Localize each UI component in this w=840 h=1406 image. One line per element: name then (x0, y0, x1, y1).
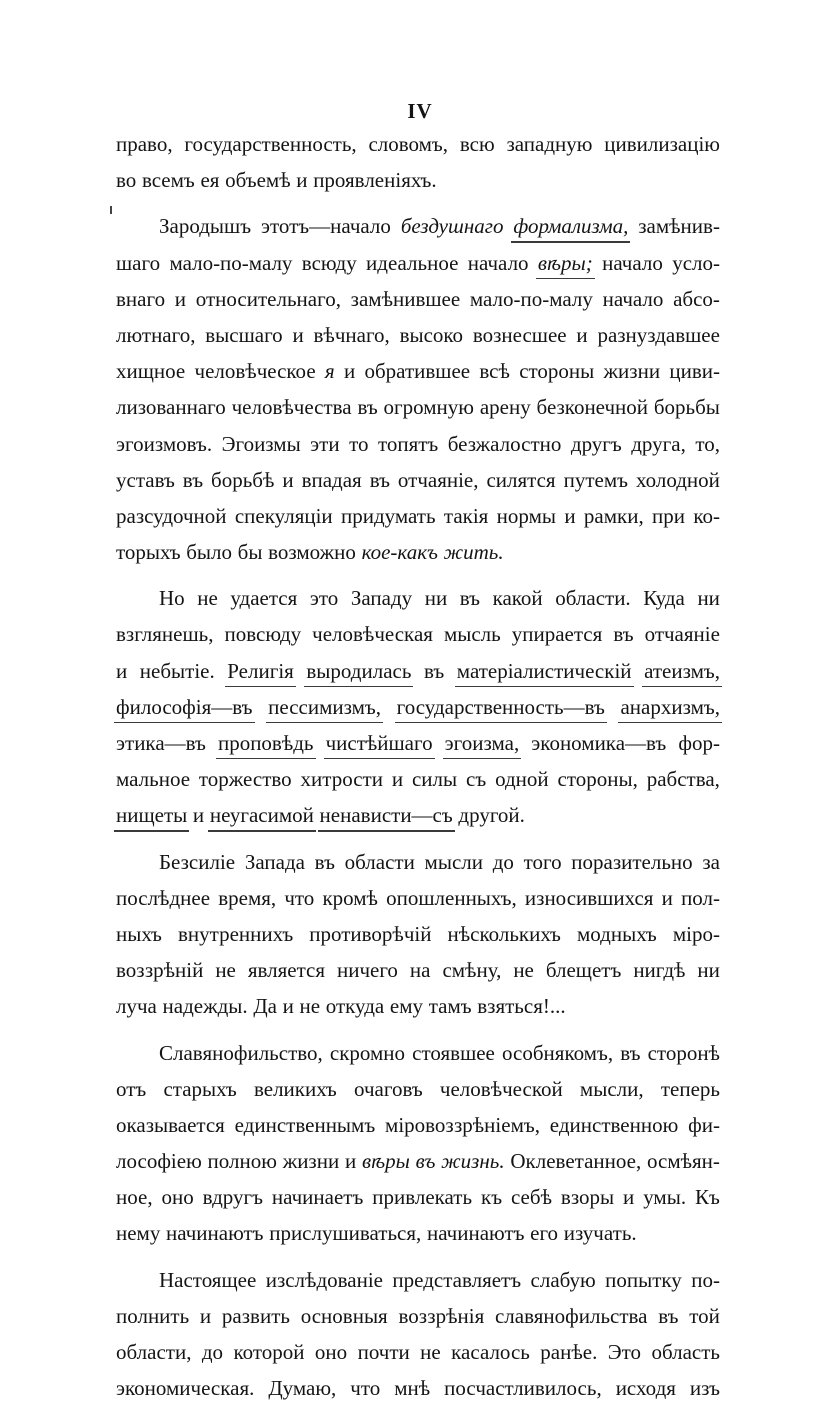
word: нигдѣ (633, 958, 686, 983)
word: является (247, 958, 326, 983)
word: полнить (116, 1303, 190, 1328)
word: и (576, 322, 588, 347)
word: Славянофильство, (159, 1040, 323, 1065)
word: не (513, 958, 534, 983)
text-line (116, 281, 720, 317)
word: словомъ, (368, 132, 449, 156)
word: и (116, 658, 128, 683)
word: и (174, 286, 187, 311)
word: луча (116, 994, 157, 1019)
word: Куда (643, 586, 685, 611)
text-line (116, 952, 720, 988)
text-line (116, 1298, 720, 1334)
word: взоры (560, 1185, 615, 1210)
word: и (282, 467, 294, 492)
word: проявленіяхъ. (313, 168, 437, 193)
text-line (116, 208, 720, 244)
word: ко- (693, 503, 720, 528)
word: взяться!... (477, 994, 566, 1019)
text-line (116, 797, 720, 833)
word: мысль (443, 622, 501, 647)
word: мало-по-малу (169, 250, 293, 275)
text-line (116, 1179, 720, 1215)
word: внутреннихъ (178, 921, 294, 946)
word: силятся (486, 467, 556, 492)
word: и (623, 1185, 635, 1210)
word: слабую (530, 1267, 596, 1292)
word: вѣчнаго, (313, 322, 390, 347)
word: въ (357, 395, 378, 420)
word: привлекать (372, 1185, 473, 1210)
word: право, (116, 132, 173, 156)
word: въ (415, 1149, 436, 1174)
word: человѣчества (231, 395, 352, 420)
word: нормы (496, 503, 556, 528)
word: и (343, 359, 356, 384)
word: и (192, 803, 205, 828)
word: бы (237, 540, 263, 565)
word: противорѣчій (309, 921, 432, 946)
paragraph (116, 126, 720, 198)
word: высоко (399, 322, 464, 347)
word: оно (161, 1185, 194, 1210)
word: другой. (458, 803, 525, 828)
word: Запада (244, 849, 305, 874)
word: мысли (424, 849, 483, 874)
word: выродилась (306, 653, 411, 689)
word: что (284, 885, 315, 910)
word: жить. (443, 540, 504, 565)
word: не (299, 994, 321, 1019)
word: внаго (116, 286, 166, 311)
word: умы. (643, 1185, 687, 1210)
text-line (116, 389, 720, 425)
word: мнѣ (394, 1376, 431, 1401)
word: оно (314, 1340, 348, 1364)
word: философія—въ (116, 689, 253, 725)
word: арену (479, 395, 531, 420)
text-line (116, 844, 720, 880)
word: въ (658, 1303, 679, 1328)
word: безжалостно (447, 431, 562, 456)
word: рамки, (583, 503, 644, 528)
word: не (215, 958, 236, 983)
word: начинаютъ (166, 1221, 264, 1246)
word: того (523, 849, 562, 874)
word: холодной (635, 467, 720, 492)
word: области (344, 849, 415, 874)
word: борьбѣ (211, 467, 275, 492)
word: этика—въ (116, 731, 206, 755)
text-line (116, 534, 720, 570)
word: замѣнившее (350, 286, 461, 311)
word: въ (613, 622, 634, 647)
word: за (702, 849, 720, 874)
text-line (116, 761, 720, 797)
word: теперь (660, 1076, 720, 1101)
text-line (116, 725, 720, 761)
text-line (116, 1143, 720, 1179)
word: ни (697, 958, 720, 983)
word: борьбы (653, 395, 720, 420)
word: неугасимой (210, 797, 314, 833)
word: идеальное (366, 250, 459, 275)
word: впадая (301, 467, 362, 492)
word: атеизмъ, (644, 653, 720, 689)
word: начало (467, 250, 529, 275)
word: лософіею (116, 1149, 202, 1174)
word: вдругъ (202, 1185, 263, 1210)
body-text (116, 126, 720, 1406)
word: циви- (669, 359, 720, 384)
word: себѣ (510, 1185, 552, 1210)
word: износившихся (524, 885, 654, 910)
word: государственность, (184, 132, 357, 156)
word: небытіе. (139, 658, 215, 683)
word: огромную (383, 395, 474, 420)
word: силы (411, 767, 458, 792)
word: человѣческая (312, 622, 433, 647)
word: ему (389, 994, 424, 1019)
word: уставъ (116, 467, 175, 492)
text-line (116, 245, 720, 281)
word: начинаетъ (271, 1185, 364, 1210)
word: отчаяніе (644, 622, 720, 647)
word: и (661, 885, 673, 910)
word: мальное (116, 767, 191, 792)
word: и (292, 322, 304, 347)
word: Эгоизмы (221, 431, 301, 456)
page-number: IV (407, 99, 433, 123)
word: Религія (227, 653, 294, 689)
word: стоявшее (412, 1040, 495, 1065)
word: экономическая. (116, 1376, 255, 1401)
text-line (116, 1262, 720, 1298)
word: повсюду (224, 622, 302, 647)
word: всѣ (479, 359, 510, 384)
word: Но (159, 586, 185, 611)
word: торжество (198, 767, 292, 792)
word: исходя (615, 1376, 676, 1401)
paragraph (116, 580, 720, 833)
word: тамъ (428, 994, 472, 1019)
text-line (116, 988, 720, 1024)
word: поразительно (571, 849, 693, 874)
word: смѣну, (442, 958, 502, 983)
word: въ (182, 467, 204, 492)
word: попытку (605, 1267, 682, 1292)
word: что (350, 1376, 381, 1401)
word: хитрости (300, 767, 383, 792)
word: человѣческое (194, 359, 316, 384)
word: нему (116, 1221, 161, 1246)
word: мысли, (579, 1076, 644, 1101)
word: эгоизмовъ. (116, 431, 213, 456)
word: области. (555, 586, 631, 611)
word: проповѣдь (218, 725, 314, 761)
text-line (116, 353, 720, 389)
word: лютнаго, (116, 322, 196, 347)
word: Оклеветанное, (510, 1149, 642, 1174)
word: мало-по-малу (469, 286, 593, 311)
word: всюду (301, 250, 357, 275)
word: обратившее (364, 359, 471, 384)
word: въ (314, 849, 335, 874)
word: Къ (695, 1185, 720, 1210)
word: славянофильства (494, 1303, 648, 1328)
word: скромно (329, 1040, 406, 1065)
word: ея (200, 168, 220, 193)
word: матеріалистическій (457, 653, 632, 689)
word: спекуляціи (234, 503, 333, 528)
word: и (344, 1149, 357, 1174)
word: жизнь. (441, 1149, 505, 1174)
word: опошленныхъ, (386, 885, 517, 910)
word: кромѣ (322, 885, 378, 910)
word: этотъ—начало (260, 214, 391, 239)
word: ничего (336, 958, 398, 983)
word: пессимизмъ, (268, 689, 381, 725)
word: особнякомъ, (502, 1040, 614, 1065)
text-line (116, 1334, 720, 1370)
word: до (492, 849, 514, 874)
word: государственность—въ (397, 689, 605, 725)
word: кое-какъ (361, 540, 438, 565)
word: взглянешь, (116, 622, 214, 647)
word: рабства, (646, 767, 720, 792)
text-line (116, 1370, 720, 1406)
word: всемъ (141, 168, 195, 193)
word: нищеты (116, 797, 187, 833)
word: нѣсколькихъ (447, 921, 561, 946)
word: фи- (688, 1112, 720, 1137)
word: ранѣе. (540, 1340, 598, 1364)
word: торыхъ (116, 540, 181, 565)
word: посчастливилось, (444, 1376, 602, 1401)
word: стороны (519, 359, 595, 384)
word: вознесшее (472, 322, 567, 347)
word: начинаютъ (426, 1221, 525, 1246)
word: основныя (300, 1303, 388, 1328)
text-line (116, 1107, 720, 1143)
word: воззрѣнія (398, 1303, 485, 1328)
word: анархизмъ, (620, 689, 720, 725)
word: представляетъ (392, 1267, 522, 1292)
word: прислушиваться, (269, 1221, 422, 1246)
word: сторонѣ (647, 1040, 720, 1065)
text-line (116, 126, 720, 162)
word: абсо- (673, 286, 720, 311)
text-line (116, 462, 720, 498)
word: чистѣйшаго (326, 725, 433, 761)
word: возможно (268, 540, 356, 565)
word: Это (607, 1340, 642, 1364)
word: жизни (282, 1149, 340, 1174)
text-line (116, 426, 720, 462)
text-line (116, 1071, 720, 1107)
word: касалось (451, 1340, 530, 1364)
text-line (116, 653, 720, 689)
word: единственною (549, 1112, 679, 1137)
word: послѣднее (116, 885, 211, 910)
word: Западу (350, 586, 413, 611)
word: и (199, 1303, 212, 1328)
word: и (391, 767, 404, 792)
word: западную (506, 132, 593, 156)
text-line (116, 916, 720, 952)
word: вѣры; (538, 245, 593, 281)
word: изучать. (563, 1221, 637, 1246)
word: осмѣян- (646, 1149, 720, 1174)
paragraph (116, 1035, 720, 1252)
word: одной (495, 767, 549, 792)
word: единственнымъ (234, 1112, 376, 1137)
word: начало (602, 250, 663, 275)
word: я (324, 359, 335, 384)
word: ни (424, 586, 448, 611)
word: и (282, 994, 294, 1019)
word: изъ (689, 1376, 720, 1401)
text-line (116, 616, 720, 652)
word: время, (218, 885, 277, 910)
word: оказывается (116, 1112, 225, 1137)
word: не (420, 1340, 441, 1364)
word: къ (481, 1185, 503, 1210)
word: хищное (116, 359, 186, 384)
word: жизни (603, 359, 661, 384)
word: друга, (631, 431, 686, 456)
text-line (116, 498, 720, 534)
word: безконечной (536, 395, 649, 420)
text-line (116, 162, 720, 198)
text-line (116, 580, 720, 616)
word: другъ (570, 431, 622, 456)
word: Настоящее (159, 1267, 257, 1292)
word: вѣры (362, 1149, 410, 1174)
word: стороны, (557, 767, 638, 792)
word: и (296, 168, 308, 193)
word: въ (423, 658, 445, 683)
word: при (652, 503, 686, 528)
word: въ (459, 586, 481, 611)
word: то (349, 431, 369, 456)
word: Да (253, 994, 277, 1019)
word: человѣческой (439, 1076, 563, 1101)
word: великихъ (253, 1076, 337, 1101)
word: удается (230, 586, 298, 611)
word: области, (116, 1340, 192, 1364)
word: его (530, 1221, 559, 1246)
word: ныхъ (116, 921, 162, 946)
word: до (201, 1340, 224, 1364)
word: цивилизацію (604, 132, 720, 156)
word: полною (207, 1149, 277, 1174)
word: объемѣ (225, 168, 291, 193)
word: это (309, 586, 339, 611)
text-line (116, 1035, 720, 1071)
word: изслѣдованіе (265, 1267, 383, 1292)
word: міровоззрѣніемъ, (385, 1112, 540, 1137)
word: замѣнив- (638, 214, 720, 239)
word: упирается (511, 622, 603, 647)
word: которой (233, 1340, 305, 1364)
word: ненависти—съ (320, 797, 453, 833)
word: относительнаго, (195, 286, 341, 311)
word: развить (221, 1303, 290, 1328)
word: шаго (116, 250, 161, 275)
word: съ (466, 767, 487, 792)
word: придумать (341, 503, 436, 528)
word: той (689, 1303, 720, 1328)
word: топятъ (377, 431, 439, 456)
word: было (186, 540, 233, 565)
word: бездушнаго (400, 214, 504, 239)
word: въ (620, 1040, 641, 1065)
word: формализма, (513, 208, 628, 244)
word: Думаю, (268, 1376, 337, 1401)
word: усло- (672, 250, 720, 275)
word: пол- (681, 885, 720, 910)
word: почти (357, 1340, 410, 1364)
word: блещетъ (545, 958, 622, 983)
word: Зародышъ (159, 214, 252, 239)
word: всю (459, 132, 495, 156)
word: воззрѣній (116, 958, 204, 983)
word: очаговъ (354, 1076, 423, 1101)
word: фор- (678, 731, 720, 755)
word: по- (691, 1267, 720, 1292)
word: Безсиліе (159, 849, 236, 874)
word: начало (602, 286, 664, 311)
word: разнуздавшее (597, 322, 720, 347)
word: то, (695, 431, 720, 456)
paragraph (116, 844, 720, 1025)
word: разсудочной (116, 503, 227, 528)
word: отъ (116, 1076, 147, 1101)
word: такія (443, 503, 489, 528)
word: путемъ (563, 467, 628, 492)
text-line (116, 689, 720, 725)
word: какой (492, 586, 543, 611)
word: эти (310, 431, 340, 456)
text-line (116, 1215, 720, 1251)
word: не (197, 586, 218, 611)
word: и (564, 503, 576, 528)
word: міро- (672, 921, 720, 946)
word: отчаяніе, (397, 467, 479, 492)
word: ни (697, 586, 720, 611)
word: модныхъ (577, 921, 657, 946)
word: лизованнаго (116, 395, 226, 420)
word: надежды. (162, 994, 248, 1019)
word: ное, (116, 1185, 153, 1210)
word: экономика—въ (531, 731, 667, 755)
paragraph (116, 208, 720, 570)
word: въ (369, 467, 390, 492)
word: во (116, 168, 137, 193)
word: область (651, 1340, 720, 1364)
word: на (409, 958, 431, 983)
paragraph (116, 1262, 720, 1406)
word: эгоизма, (445, 725, 520, 761)
text-line (116, 880, 720, 916)
word: старыхъ (163, 1076, 237, 1101)
word: высшаго (205, 322, 283, 347)
text-line (116, 317, 720, 353)
margin-mark (110, 206, 112, 214)
word: откуда (325, 994, 385, 1019)
